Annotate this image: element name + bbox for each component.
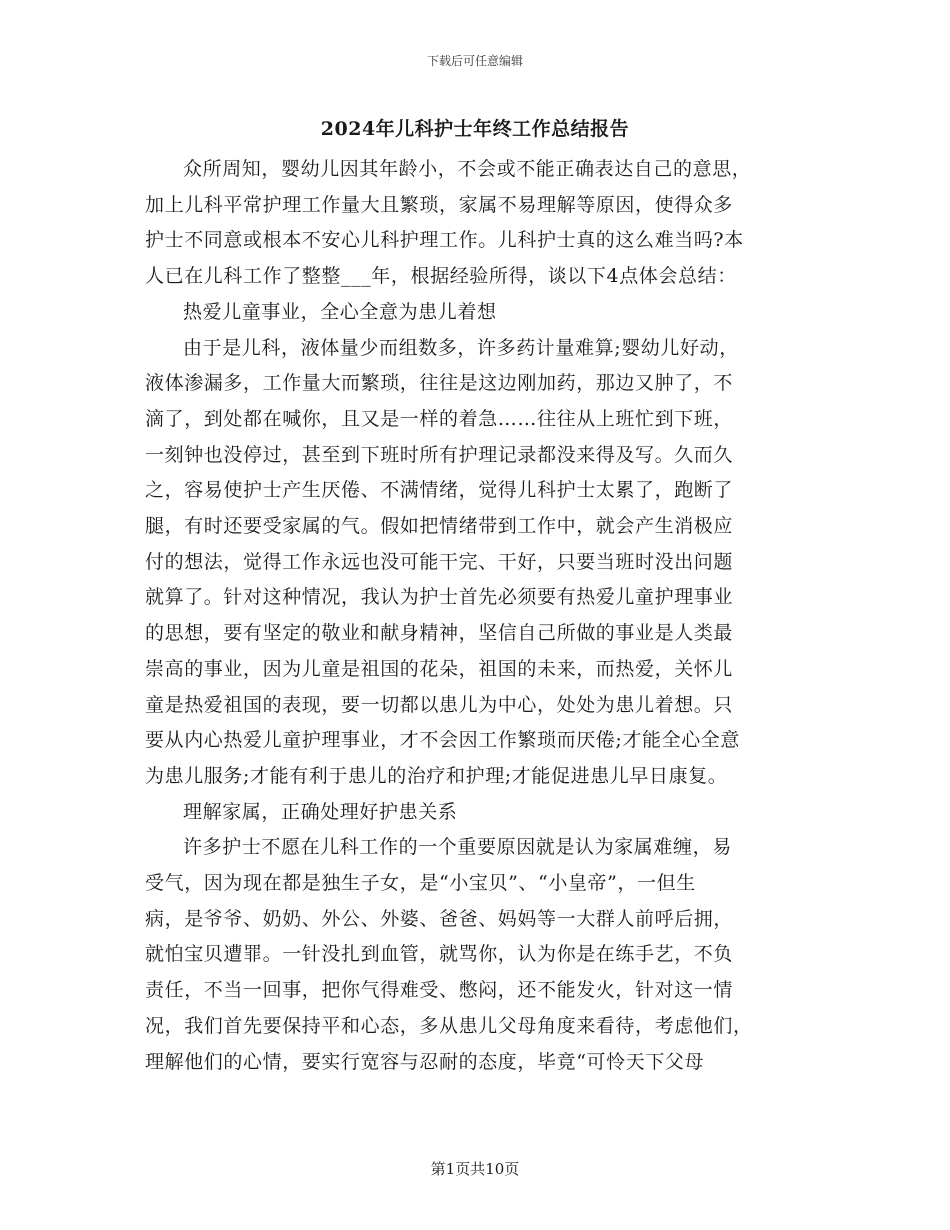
document-body	[145, 152, 809, 1080]
text-line: 就算了。针对这种情况，我认为护士首先必须要有热爱儿童护理事业	[145, 586, 734, 609]
text-line: 人已在儿科工作了整整___年，根据经验所得，谈以下4点体会总结：	[145, 265, 737, 288]
paragraph-section-1	[145, 331, 809, 795]
text-line: 就怕宝贝遭罪。一针没扎到血管，就骂你，认为你是在练手艺，不负	[145, 943, 734, 966]
text-line: 滴了，到处都在喊你，且又是一样的着急……往往从上班忙到下班，	[145, 407, 734, 430]
text-line: 病，是爷爷、奶奶、外公、外婆、爸爸、妈妈等一大群人前呼后拥，	[145, 907, 734, 930]
page-number: 第1页共10页	[430, 1160, 520, 1178]
text-line: 之，容易使护士产生厌倦、不满情绪，觉得儿科护士太累了，跑断了	[145, 479, 734, 502]
text-line: 要从内心热爱儿童护理事业，才不会因工作繁琐而厌倦;才能全心全意	[145, 729, 741, 752]
paragraph-intro	[145, 152, 809, 295]
section-heading-1	[145, 295, 809, 331]
text-line: 腿，有时还要受家属的气。假如把情绪带到工作中，就会产生消极应	[145, 515, 734, 538]
text-line: 加上儿科平常护理工作量大且繁琐，家属不易理解等原因，使得众多	[145, 193, 734, 216]
text-line: 一刻钟也没停过，甚至到下班时所有护理记录都没来得及写。久而久	[145, 443, 734, 466]
text-line: 受气，因为现在都是独生子女，是“小宝贝”、“小皇帝”，一但生	[145, 872, 696, 895]
text-line: 护士不同意或根本不安心儿科护理工作。儿科护士真的这么难当吗?本	[145, 229, 744, 252]
section-heading-2	[145, 795, 809, 831]
text-line: 热爱儿童事业，全心全意为患儿着想	[183, 300, 497, 323]
text-line: 付的想法，觉得工作永远也没可能干完、干好，只要当班时没出问题	[145, 550, 734, 573]
text-line: 理解他们的心情，要实行宽容与忍耐的态度，毕竟“可怜天下父母	[145, 1050, 705, 1073]
text-line: 责任，不当一回事，把你气得难受、憋闷，还不能发火，针对这一情	[145, 979, 734, 1002]
text-line: 理解家属，正确处理好护患关系	[183, 800, 458, 823]
text-line: 由于是儿科，液体量少而组数多，许多药计量难算;婴幼儿好动，	[183, 336, 739, 359]
text-line: 许多护士不愿在儿科工作的一个重要原因就是认为家属难缠，易	[183, 836, 732, 859]
text-line: 众所周知，婴幼儿因其年龄小，不会或不能正确表达自己的意思，	[183, 158, 752, 180]
paragraph-section-2	[145, 830, 809, 1080]
text-line: 童是热爱祖国的表现，要一切都以患儿为中心，处处为患儿着想。只	[145, 693, 734, 716]
text-line: 液体渗漏多，工作量大而繁琐，往往是这边刚加药，那边又肿了，不	[145, 372, 734, 395]
page-header-note: 下载后可任意编辑	[426, 54, 523, 68]
text-line: 崇高的事业，因为儿童是祖国的花朵，祖国的未来，而热爱，关怀儿	[145, 657, 734, 680]
document-title: 2024年儿科护士年终工作总结报告	[320, 118, 630, 140]
text-line: 况，我们首先要保持平和心态，多从患儿父母角度来看待，考虑他们，	[145, 1014, 753, 1037]
text-line: 的思想，要有坚定的敬业和献身精神，坚信自己所做的事业是人类最	[145, 622, 734, 645]
text-line: 为患儿服务;才能有利于患儿的治疗和护理;才能促进患儿早日康复。	[145, 764, 728, 787]
